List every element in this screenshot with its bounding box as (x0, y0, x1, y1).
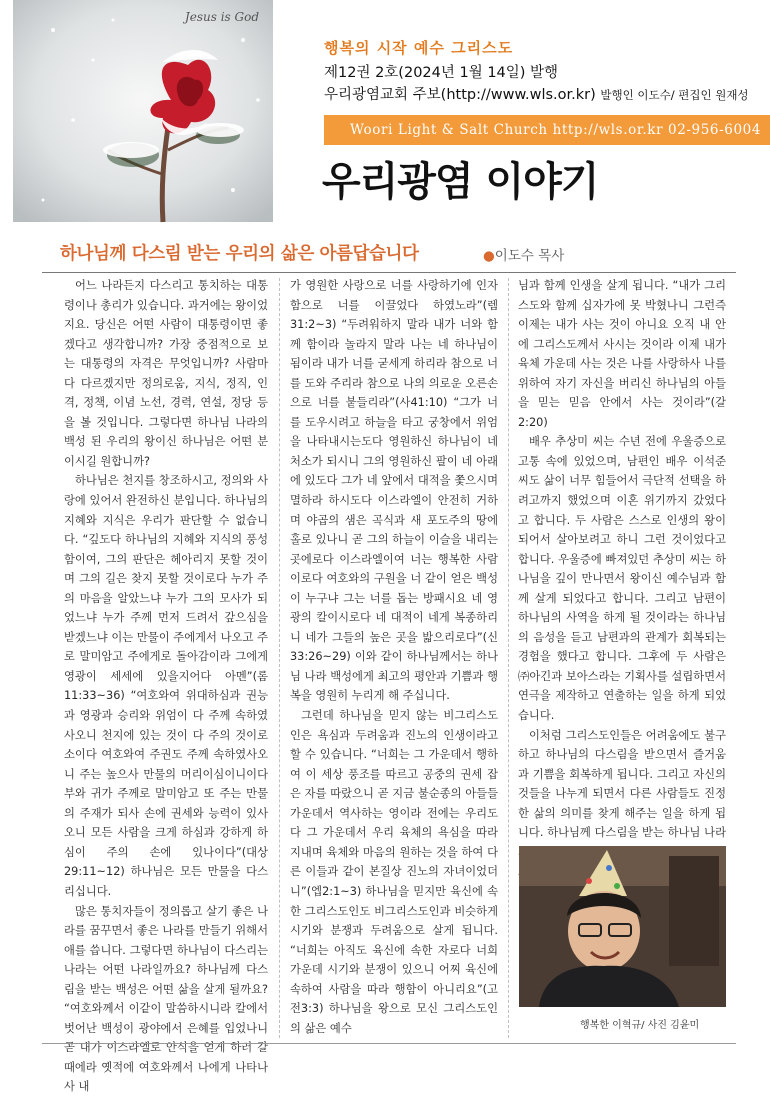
divider (42, 272, 736, 273)
article-photo-caption: 행복한 이혁규/ 사진 김윤미 (580, 1020, 700, 1031)
paragraph: 배우 추상미 씨는 수년 전에 우울증으로 고통 속에 있었으며, 남편인 배우 이석준 씨도 삶이 너무 힘들어서 극단적 선택을 하려고까지 했었으며 이혼 위기까지 갔었다고 합니다. 두 사람은 스스로 인생의 왕이 되어서 살아보려고 하니 그런 것이었다고 합니다. 우울증에 빠져있던 추상미 씨는 하나님을 깊이 만나면서 왕이신 예수님과 함께 살게 되었다고 합니다. 그리고 남편이 하나님의 사역을 하게 될 것이라는 하나님의 음성을 듣고 남편과의 관계가 회복되는 경험을 했다고 합니다. 그후에 두 사람은 ㈜아긴과 보아스라는 기획사를 설립하면서 연극을 제작하고 연출하는 일을 하게 되었습니다. (518, 435, 726, 723)
editors: 발행인 이도수/ 편집인 원재성 (600, 88, 749, 102)
article-column-2 (290, 276, 498, 1038)
photo-caption: Jesus is God (184, 10, 259, 24)
article-column-3 (518, 276, 726, 882)
bulletin-title: 우리광염교회 주보(http://www.wls.or.kr) (324, 87, 596, 103)
person-photo-illustration (519, 846, 726, 1007)
masthead-title: 우리광염 이야기 (322, 159, 599, 205)
paragraph: 그런데 하나님을 믿지 않는 비그리스도인은 욕심과 두려움과 진노의 인생이라고 할 수 있습니다. “너희는 그 가운데서 행하여 이 세상 풍조를 따르고 공중의 권세 잡은 자를 따랐으니 곧 지금 불순종의 아들들 가운데서 역사하는 영이라 전에는 우리도 다 그 가운데서 우리 육체의 욕심을 따라 지내며 육체와 마음의 원하는 것을 하여 다른 이들과 같이 본질상 진노의 자녀이었더니”(엡2:1~3) 하나님을 믿지만 육신에 속한 그리스도인도 비그리스도인과 비슷하게 시기와 분쟁과 두려움으로 살게 됩니다. “너희는 아직도 육신에 속한 자로다 너희 가운데 시기와 분쟁이 있으니 어찌 육신에 속하여 사람을 따라 행함이 아니리요”(고전3:3) 하나님을 왕으로 모신 그리스도인의 삶은 예수 (290, 709, 498, 1035)
article-author (483, 244, 564, 264)
cover-photo (13, 0, 273, 222)
author-name: 이도수 목사 (494, 248, 565, 264)
bullet-icon: ● (483, 248, 495, 264)
paragraph: 어느 나라든지 다스리고 통치하는 대통령이나 총리가 있습니다. 과거에는 왕이었지요. 당신은 어떤 사람이 대통령이면 좋겠다고 생각합니까? 가장 중점적으로 보는 대통령의 자격은 무엇입니까? 사람마다 다르겠지만 정의로움, 지식, 정직, 인격, 정책, 이념 노선, 경력, 연설, 정당 등을 볼 것입니다. 그렇다면 하나님 나라의 백성 된 우리의 왕이신 하나님은 어떤 분이시길 원합니까? (64, 279, 268, 468)
column-divider (279, 278, 280, 1038)
paragraph: 하나님은 천지를 창조하시고, 정의와 사랑에 있어서 완전하신 분입니다. 하나님의 지혜와 지식은 우리가 판단할 수 없습니다. “깊도다 하나님의 지혜와 지식의 풍성함이여, 그의 판단은 헤아리지 못할 것이며 그의 길은 찾지 못할 것이로다 누가 주의 마음을 알았느냐 누가 그의 모사가 되었느냐 누가 주께 먼저 드려서 갚으심을 받겠느냐 이는 만물이 주에게서 나오고 주로 말미암고 주에게로 돌아감이라 그에게 영광이 세세에 있을지어다 아멘”(롬11:33~36) “여호와여 위대하심과 권능과 영광과 승리와 위엄이 다 주께 속하였사오니 천지에 있는 것이 다 주의 것이로소이다 여호와여 주권도 주께 속하였사오니 주는 높으사 만물의 머리이심이니이다 부와 귀가 주께로 말미암고 또 주는 만물의 주재가 되사 손에 권세와 능력이 있사오니 모든 사람을 크게 하심과 강하게 하심이 주의 손에 있나이다”(대상29:11~12) 하나님은 모든 만물을 다스리십니다. (64, 474, 268, 898)
issue-info: 제12권 2호(2024년 1월 14일) 발행 (324, 65, 559, 81)
paragraph: 가 영원한 사랑으로 너를 사랑하기에 인자함으로 너를 이끌었다 하였노라”(렘31:2~3) “두려워하지 말라 내가 너와 함께 함이라 놀라지 말라 나는 네 하나님이 됨이라 내가 너를 굳세게 하리라 참으로 너를 도와 주리라 참으로 나의 의로운 오른손으로 너를 붙들리라”(사41:10) “그가 너를 도우시려고 하늘을 타고 궁창에서 위엄을 나타내시는도다 영원하신 하나님이 네 처소가 되시니 그의 영원하신 팔이 네 아래에 있도다 그가 네 앞에서 대적을 쫓으시며 멸하라 하시도다 이스라엘이 안전히 거하며 야곱의 샘은 곡식과 새 포도주의 땅에 홀로 있나니 곧 그의 하늘이 이슬을 내리는 곳에로다 이스라엘이여 너는 행복한 사람이로다 여호와의 구원을 너 같이 얻은 백성이 누구냐 그는 너를 돕는 방패시요 네 영광의 칼이시로다 네 대적이 네게 복종하리니 네가 그들의 높은 곳을 밟으리로다”(신33:26~29) 이와 같이 하나님께서는 하나님 나라 백성에게 최고의 평안과 기쁨과 행복을 영원히 누리게 해 주십니다. (290, 279, 498, 703)
snow-flower-illustration (13, 0, 273, 222)
divider (42, 1043, 736, 1044)
church-banner (324, 115, 770, 145)
church-banner-text: Woori Light & Salt Church http://wls.or.kr 02-956-6004 (350, 122, 762, 138)
article-column-1 (64, 276, 268, 1097)
slogan: 행복의 시작 예수 그리스도 (324, 39, 514, 57)
paragraph: 님과 함께 인생을 살게 됩니다. “내가 그리스도와 함께 십자가에 못 박혔나니 그런즉 이제는 내가 사는 것이 아니요 오직 내 안에 그리스도께서 사시는 것이라 이제 내가 육체 가운데 사는 것은 나를 사랑하사 나를 위하여 자기 자신을 버리신 하나님의 아들을 믿는 믿음 안에서 사는 것이라”(갈2:20) (518, 279, 726, 429)
paragraph: 많은 통치자들이 정의롭고 살기 좋은 나라를 꿈꾸면서 좋은 나라를 만들기 위해서 애를 씁니다. 그렇다면 하나님이 다스리는 나라는 어떤 나라일까요? 하나님께 다스림을 받는 백성은 어떤 삶을 살게 될까요? “여호와께서 이같이 말씀하시니라 칼에서 벗어난 백성이 광야에서 은혜를 입었나니 곧 내가 이스라엘로 안식을 얻게 하러 갈 때에라 옛적에 여호와께서 나에게 나타나사 내 (64, 904, 268, 1094)
bulletin-info (324, 83, 749, 104)
paragraph: 이처럼 그리스도인들은 어려움에도 불구하고 하나님의 다스림을 받으면서 즐거움과 기쁨을 회복하게 됩니다. 그리고 자신의 것들을 나누게 되면서 다른 사람들도 진정한 삶의 의미를 찾게 해주는 일을 하게 됩니다. 하나님께 다스림을 받는 하나님 나라 (518, 728, 726, 840)
article-photo (519, 846, 726, 1007)
column-divider (508, 278, 509, 1038)
article-headline: 하나님께 다스림 받는 우리의 삶은 아름답습니다 (60, 244, 419, 264)
